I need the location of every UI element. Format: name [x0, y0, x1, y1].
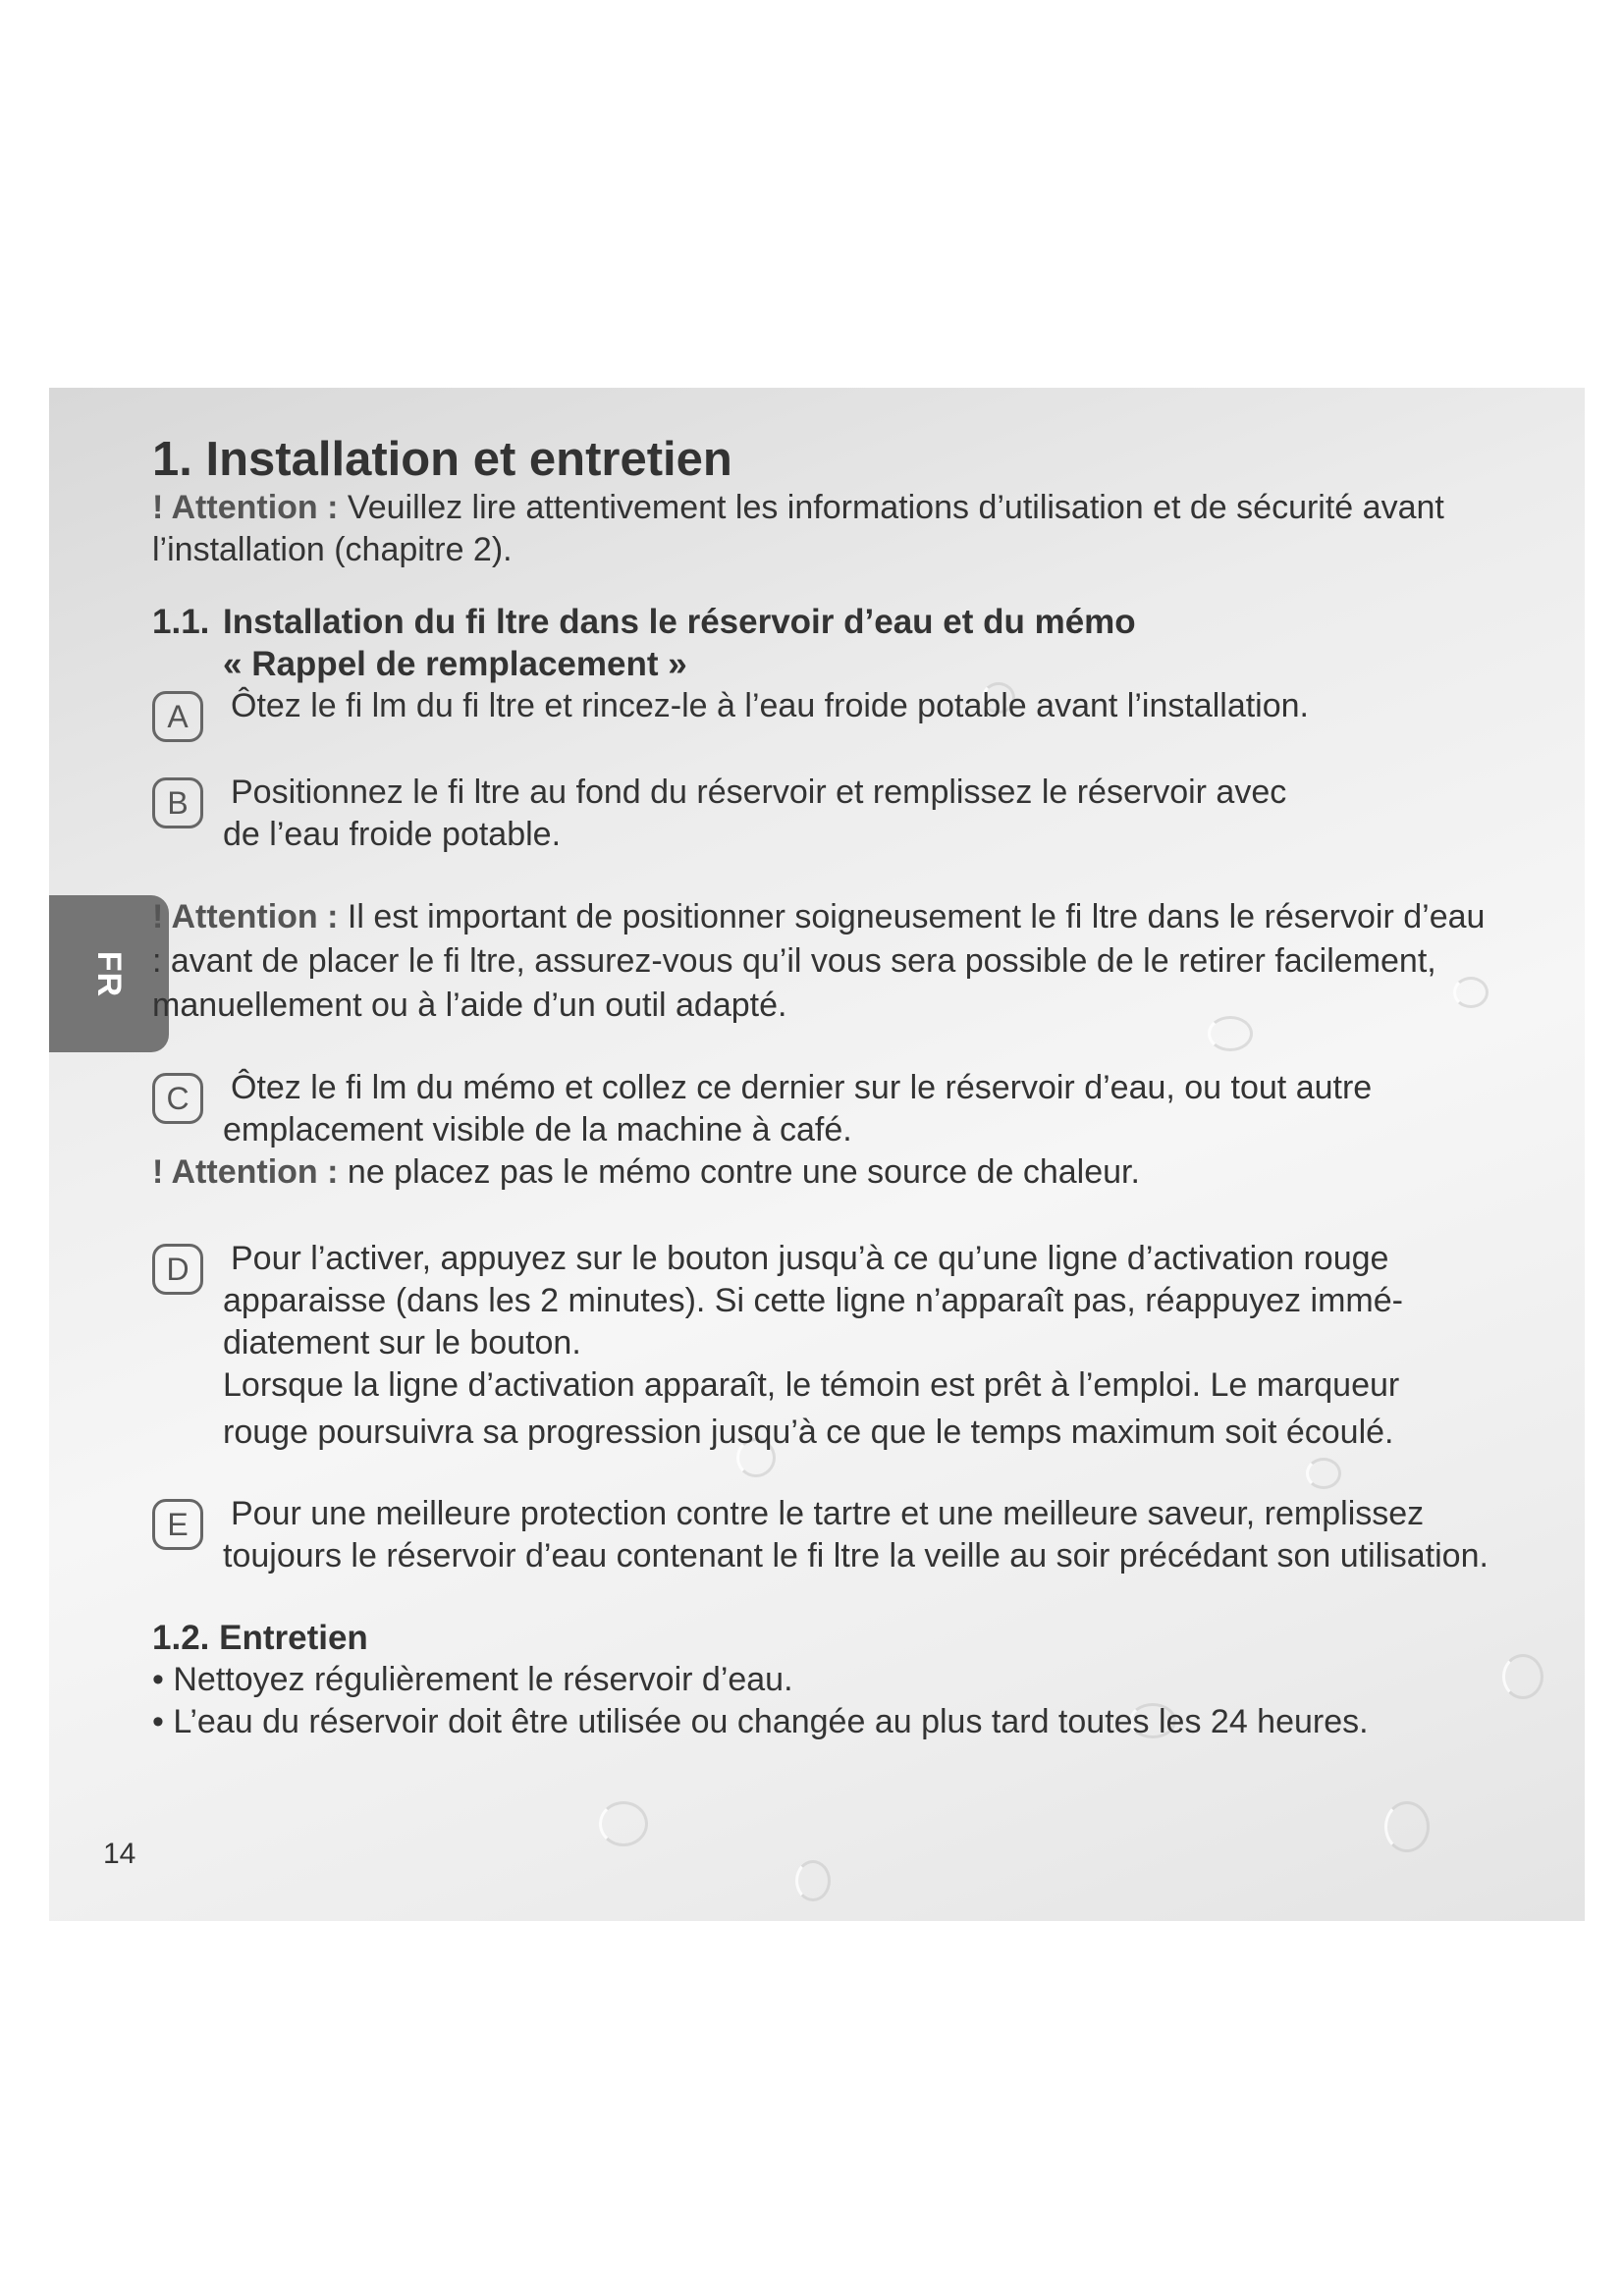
attention-text: ne placez pas le mémo contre une source de chaleur. [338, 1153, 1140, 1191]
main-content [152, 432, 1546, 1743]
attention-text: Il est important de positionner soigneusement le fi ltre dans le réservoir d’eau : avant de placer le fi ltre, assurez-vous qu’il vous sera possible de le retirer facilement, manuellement ou à l’aide d’un outil adapté. [152, 898, 1486, 1024]
water-drop-decoration [599, 1801, 648, 1846]
list-item: • Nettoyez régulièrement le réservoir d’eau. [152, 1661, 793, 1698]
language-tab-label: FR [90, 950, 129, 997]
step-c-text-line1: Ôtez le fi lm du mémo et collez ce dernier sur le réservoir d’eau, ou tout autre [231, 1069, 1373, 1106]
step-d [152, 1238, 1546, 1454]
step-d-text-line3: diatement sur le bouton. [223, 1324, 581, 1362]
water-drop-decoration [1384, 1801, 1430, 1852]
step-d-text-line5: rouge poursuivra sa progression jusqu’à ce que le temps maximum soit écoulé. [223, 1414, 1394, 1451]
step-b-text-line1: Positionnez le fi ltre au fond du réservoir et remplissez le réservoir avec [231, 774, 1287, 811]
step-c-text-line2: emplacement visible de la machine à café. [223, 1111, 852, 1148]
page-number: 14 [103, 1838, 136, 1870]
step-letter-badge: A [152, 691, 203, 742]
step-e-text-line1: Pour une meilleure protection contre le tartre et une meilleure saveur, remplissez [231, 1495, 1425, 1532]
list-item: • L’eau du réservoir doit être utilisée ou changée au plus tard toutes les 24 heures. [152, 1703, 1369, 1740]
step-c [152, 1067, 1546, 1151]
step-b-text-line2: de l’eau froide potable. [223, 816, 562, 853]
section-number: 1.1. [152, 603, 210, 641]
step-letter-badge: E [152, 1499, 203, 1550]
attention-label: ! Attention : [152, 489, 339, 526]
language-tab-label-wrapper [49, 895, 169, 1052]
step-letter-badge: D [152, 1244, 203, 1295]
attention-paragraph [152, 1151, 1546, 1194]
step-e-text-line2: toujours le réservoir d’eau contenant le fi ltre la veille au soir précédant son utilisation. [223, 1537, 1489, 1575]
step-d-text-line2: apparaisse (dans les 2 minutes). Si cette ligne n’apparaît pas, réappuyez immé- [223, 1282, 1403, 1319]
step-letter-badge: C [152, 1073, 203, 1124]
step-a [152, 685, 1546, 734]
section-title-line2: « Rappel de remplacement » [223, 645, 687, 683]
attention-label: ! Attention : [152, 1153, 339, 1191]
section-1-2-heading: 1.2. Entretien [152, 1619, 368, 1657]
step-b [152, 772, 1546, 856]
step-a-text: Ôtez le fi lm du fi ltre et rincez-le à l’eau froide potable avant l’installation. [231, 687, 1309, 724]
step-e [152, 1493, 1546, 1577]
water-drop-decoration [795, 1860, 831, 1901]
section-title-line1: Installation du fi ltre dans le réservoir d’eau et du mémo [223, 603, 1136, 641]
page-title: 1. Installation et entretien [152, 433, 732, 486]
intro-paragraph [152, 487, 1527, 571]
step-d-text-line1: Pour l’activer, appuyez sur le bouton jusqu’à ce qu’une ligne d’activation rouge [231, 1240, 1389, 1277]
attention-label: ! Attention : [152, 898, 339, 935]
attention-paragraph [152, 895, 1497, 1028]
step-letter-badge: B [152, 777, 203, 828]
section-1-1-heading [152, 601, 1546, 685]
step-d-text-line4: Lorsque la ligne d’activation apparaît, le témoin est prêt à l’emploi. Le marqueur [223, 1366, 1400, 1404]
intro-text: Veuillez lire attentivement les informations d’utilisation et de sécurité avant l’installation (chapitre 2). [152, 489, 1444, 568]
